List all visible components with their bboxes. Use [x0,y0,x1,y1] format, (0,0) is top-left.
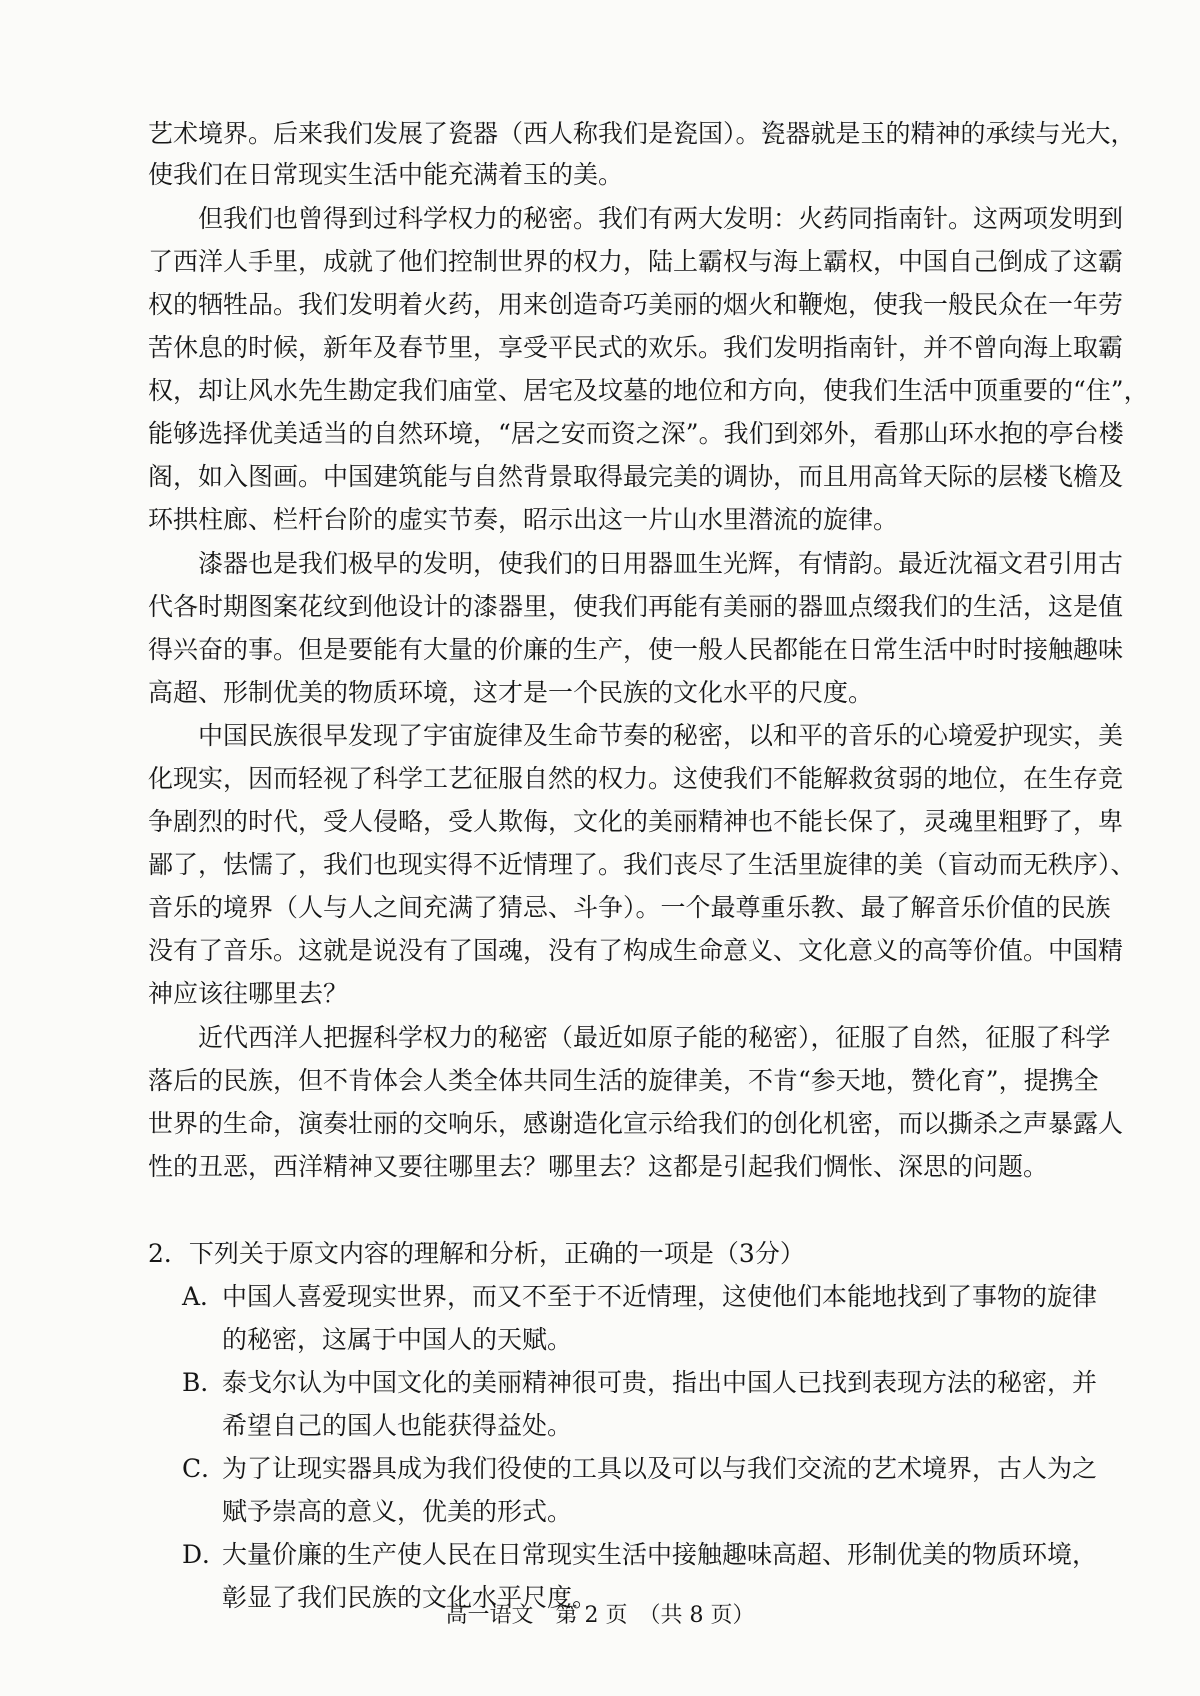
passage-line: 音乐的境界（人与人之间充满了猜忌、斗争）。一个最尊重乐教、最了解音乐价值的民族 [148,893,1111,922]
passage-line: 权，却让风水先生勘定我们庙堂、居宅及坟墓的地位和方向，使我们生活中顶重要的“住”， [148,376,1149,405]
option-a-letter: A． [182,1282,226,1311]
passage-line: 没有了音乐。这就是说没有了国魂，没有了构成生命意义、文化意义的高等价值。中国精 [148,936,1124,965]
passage-line: 漆器也是我们极早的发明，使我们的日用器皿生光辉，有情韵。最近沈福文君引用古 [198,549,1124,578]
question-stem: 2．下列关于原文内容的理解和分析，正确的一项是（3分） [148,1239,805,1268]
passage-line: 艺术境界。后来我们发展了瓷器（西人称我们是瓷国）。瓷器就是玉的精神的承续与光大， [148,119,1136,148]
option-b-letter: B． [182,1368,226,1397]
option-c-line: 赋予崇高的意义，优美的形式。 [222,1497,573,1526]
passage-line: 权的牺牲品。我们发明着火药，用来创造奇巧美丽的烟火和鞭炮，使我一般民众在一年劳 [148,290,1124,319]
option-a-line: 中国人喜爱现实世界，而又不至于不近情理，这使他们本能地找到了事物的旋律 [222,1282,1098,1311]
passage-line: 世界的生命，演奏壮丽的交响乐，感谢造化宣示给我们的创化机密，而以撕杀之声暴露人 [148,1109,1124,1138]
option-d-letter: D． [182,1540,228,1569]
passage-line: 化现实，因而轻视了科学工艺征服自然的权力。这使我们不能解救贫弱的地位，在生存竞 [148,764,1124,793]
passage-line: 鄙了，怯懦了，我们也现实得不近情理了。我们丧尽了生活里旋律的美（盲动而无秩序）、 [148,850,1136,879]
passage-line: 中国民族很早发现了宇宙旋律及生命节奏的秘密，以和平的音乐的心境爱护现实，美 [198,721,1124,750]
option-a-line: 的秘密，这属于中国人的天赋。 [222,1325,573,1354]
page-footer: 高一语文 第 2 页 （共 8 页） [445,1603,755,1628]
option-c-line: 为了让现实器具成为我们役使的工具以及可以与我们交流的艺术境界，古人为之 [222,1454,1098,1483]
option-d-line: 彰显了我们民族的文化水平尺度。 [222,1583,598,1612]
passage-line: 了西洋人手里，成就了他们控制世界的权力，陆上霸权与海上霸权，中国自己倒成了这霸 [148,247,1124,276]
passage-line: 性的丑恶，西洋精神又要往哪里去？哪里去？这都是引起我们惆怅、深思的问题。 [148,1152,1049,1181]
option-c-letter: C． [182,1454,227,1483]
passage-line: 阁，如入图画。中国建筑能与自然背景取得最完美的调协，而且用高耸天际的层楼飞檐及 [148,462,1124,491]
passage-line: 落后的民族，但不肯体会人类全体共同生活的旋律美，不肯“参天地，赞化育”，提携全 [148,1066,1099,1095]
passage-line: 使我们在日常现实生活中能充满着玉的美。 [148,160,624,189]
option-d-line: 大量价廉的生产使人民在日常现实生活中接触趣味高超、形制优美的物质环境， [222,1540,1098,1569]
passage-line: 高超、形制优美的物质环境，这才是一个民族的文化水平的尺度。 [148,678,874,707]
passage-line: 能够选择优美适当的自然环境，“居之安而资之深”。我们到郊外，看那山环水抱的亭台楼 [148,419,1124,448]
passage-line: 苦休息的时候，新年及春节里，享受平民式的欢乐。我们发明指南针，并不曾向海上取霸 [148,333,1124,362]
option-b-line: 泰戈尔认为中国文化的美丽精神很可贵，指出中国人已找到表现方法的秘密，并 [222,1368,1098,1397]
passage-line: 但我们也曾得到过科学权力的秘密。我们有两大发明：火药同指南针。这两项发明到 [198,204,1124,233]
passage-line: 近代西洋人把握科学权力的秘密（最近如原子能的秘密），征服了自然，征服了科学 [198,1023,1111,1052]
option-b-line: 希望自己的国人也能获得益处。 [222,1411,573,1440]
passage-line: 争剧烈的时代，受人侵略，受人欺侮，文化的美丽精神也不能长保了，灵魂里粗野了，卑 [148,807,1124,836]
passage-line: 代各时期图案花纹到他设计的漆器里，使我们再能有美丽的器皿点缀我们的生活，这是值 [148,592,1124,621]
passage-line: 环拱柱廊、栏杆台阶的虚实节奏，昭示出这一片山水里潜流的旋律。 [148,505,899,534]
passage-line: 得兴奋的事。但是要能有大量的价廉的生产，使一般人民都能在日常生活中时时接触趣味 [148,635,1124,664]
passage-line: 神应该往哪里去？ [148,979,349,1008]
